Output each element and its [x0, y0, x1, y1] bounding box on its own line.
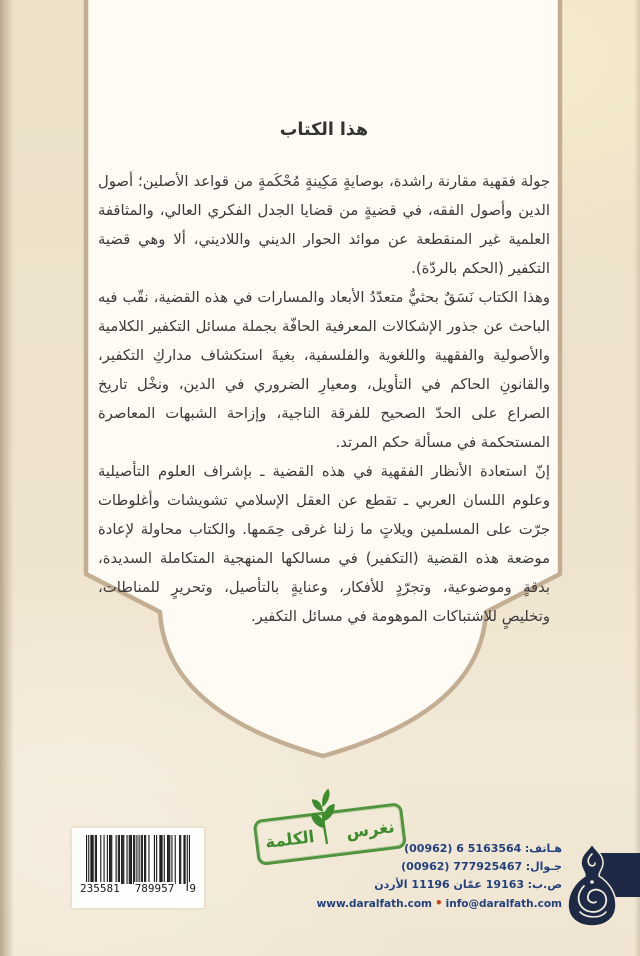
web-line: [262, 894, 562, 914]
mobile-number: (00962) 777925467: [401, 860, 523, 873]
stamp-word-left: الكلمة: [264, 826, 316, 852]
blurb-text: [98, 167, 550, 631]
barcode-digits-right: 235581: [80, 882, 120, 895]
blurb-paragraph: إنّ استعادة الأنظار الفقهية في هذه القضية ـ بإشراف العلوم التأصيلية وعلوم اللسان العربي ـ تقطع عن العقل الإسلامي تشويشات وأغلوطات جرّت على المسلمين ويلاتٍ ما زلنا غرقى حِمَمها. والكتاب محاولة لإعادة موضعة هذه القضية (التكفير) في مسالكها المنهجية المتكاملة السديدة، بدقةٍ وموضوعية، وتجرّدٍ للأفكار، وعنايةٍ بالتأصيل، وتحريرٍ للمناطات، وتخليصٍ للاشتباكات الموهومة في مسائل التكفير.: [98, 463, 550, 625]
website-text: www.daralfath.com: [316, 898, 432, 910]
barcode-digit-lead: 9: [189, 882, 196, 895]
barcode-digits-left: 789957: [134, 882, 175, 895]
pobox-line: [262, 876, 562, 894]
phone-label: هـاتف:: [524, 842, 562, 855]
page-edge-shadow: [634, 0, 640, 956]
phone-number: (00962) 6 5163564: [404, 842, 522, 855]
mobile-line: [262, 858, 562, 876]
contact-block: [262, 840, 562, 914]
barcode-digits: [79, 882, 197, 895]
pobox-value: 19163 عمّان 11196 الأردن: [374, 878, 525, 891]
blurb-paragraph: وهذا الكتاب نَسَقٌ بحثيٌّ متعدّدُ الأبعاد والمسارات في هذه القضية، نقّب فيه الباحث عن جذور الإشكالات المعرفية الحافّة بجملة مسائل التكفير الكلامية والأصولية والفقهية واللغوية والفلسفية، بغيةَ استكشاف مداركِ التكفير، والقانونِ الحاكم في التأويل، ومعيارِ الضروري في الدين، ونخْل تاريخ الصراع على الحدّ الصحيح للفرقة الناجية، وإزاحة الشبهات المعاصرة المستحكمة في مسألة حكم المرتد.: [98, 289, 550, 451]
book-spine-shadow: [0, 0, 14, 956]
pobox-label: ص.ب:: [527, 878, 562, 891]
dot-separator-icon: •: [434, 896, 443, 910]
mobile-label: جـوال:: [525, 860, 562, 873]
email-text: info@daralfath.com: [445, 898, 562, 910]
blurb-heading: هذا الكتاب: [279, 120, 369, 140]
barcode-panel: [72, 828, 204, 908]
blurb-paragraph: جولة فقهية مقارنة راشدة، بوصايةٍ مَكِينةٍ مُحْكَمةٍ من قواعد الأصلين؛ أصول الدين وأصول الفقه، في قضيةٍ من قضايا الجدل الفكري العالي، والمثاقفة العلمية غير المنقطعة عن موائد الحوار الديني واللاديني، ألا وهي قضية التكفير (الحكم بالردّة).: [98, 173, 550, 277]
calligraphy-emblem-icon: [562, 842, 622, 928]
stamp-word-right: نغرس: [344, 816, 396, 842]
phone-line: [262, 840, 562, 858]
